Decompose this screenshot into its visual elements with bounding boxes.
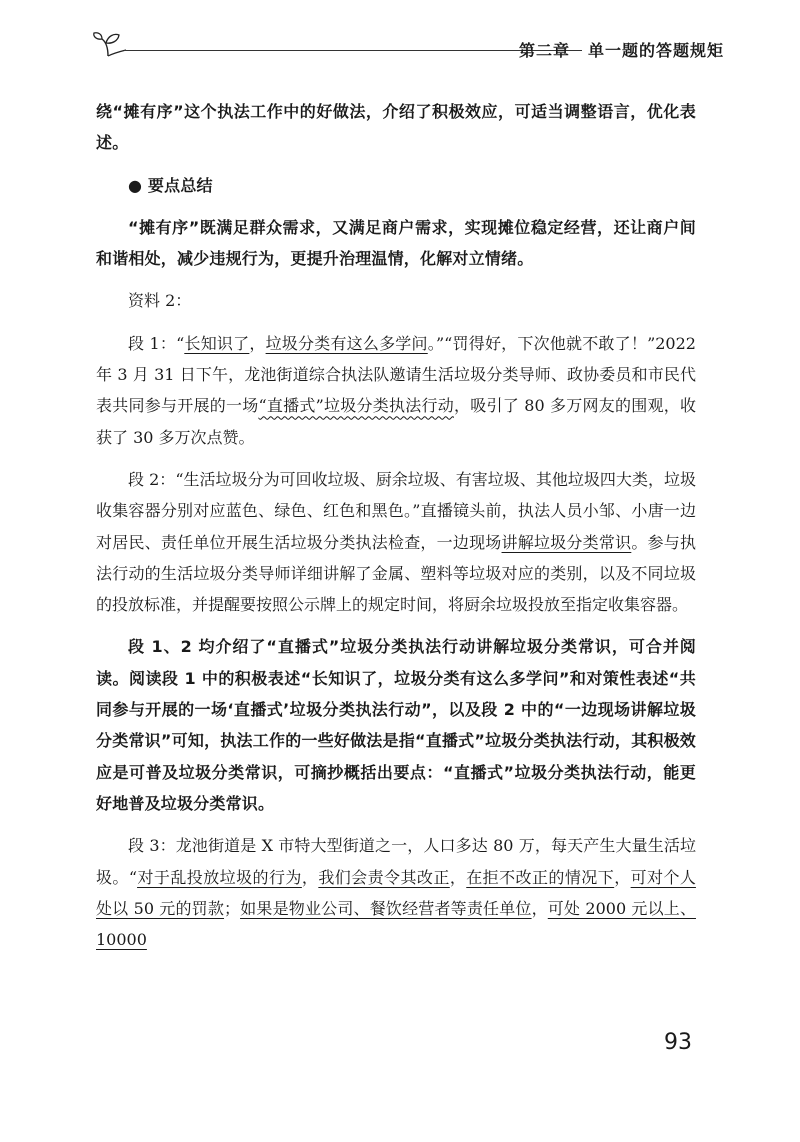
chapter-label: 第二章 — [518, 41, 570, 60]
chapter-title: 单一题的答题规矩 — [587, 41, 724, 60]
underlined-phrase: 垃圾分类有这么多学问 — [265, 333, 428, 353]
chapter-heading — [519, 38, 724, 61]
underlined-phrase: 讲解垃圾分类常识 — [501, 532, 632, 552]
wavy-underlined-phrase: “直播式”垃圾分类执法行动 — [258, 396, 454, 416]
underlined-phrase: 长知识了 — [184, 333, 250, 353]
material-label: 资料 2： — [128, 291, 192, 311]
paragraph-analysis-intro: 绕“摊有序”这个执法工作中的好做法，介绍了积极效应，可适当调整语言，优化表述。 — [96, 102, 696, 153]
underlined-phrase: 可对个人处以 50 元的罚款 — [96, 867, 696, 918]
paragraph-material-2: 段 2：“生活垃圾分为可回收垃圾、厨余垃圾、有害垃圾、其他垃圾四大类，垃圾收集容器分别对应蓝色、绿色、红色和黑色。”直播镜头前，执法人员小邹、小唐一边对居民、责任单位开展生活垃圾分类执法检查，一边现场讲解垃圾分类常识。参与执法行动的生活垃圾分类导师详细讲解了金属、塑料等垃圾对应的类别，以及不同垃圾的投放标准，并提醒要按照公示牌上的规定时间，将厨余垃圾投放至指定收集容器。 — [96, 469, 696, 615]
running-header — [92, 30, 724, 58]
underlined-phrase: 可处 2000 元以上、10000 — [96, 898, 696, 950]
paragraph-analysis-1-2: 段 1、2 均介绍了“直播式”垃圾分类执法行动讲解垃圾分类常识，可合并阅读。阅读段 1 中的积极表述“长知识了，垃圾分类有这么多学问”和对策性表述“共同参与开展的一场‘直播式’垃圾分类执法行动”，以及段 2 中的“一边现场讲解垃圾分类常识”可知，执法工作的一些好做法是指“直播式”垃圾分类执法行动，其积极效应是可普及垃圾分类常识，可摘抄概括出要点：“直播式”垃圾分类执法行动，能更好地普及垃圾分类常识。 — [96, 637, 696, 813]
header-rule — [124, 50, 582, 51]
paragraph-material-3: 段 3：龙池街道是 X 市特大型街道之一，人口多达 80 万，每天产生大量生活垃圾。“对于乱投放垃圾的行为，我们会责令其改正，在拒不改正的情况下，可对个人处以 50 元的罚款；如果是物业公司、餐饮经营者等责任单位，可处 2000 元以上、10000 — [96, 836, 696, 950]
underlined-phrase: 如果是物业公司、餐饮经营者等责任单位 — [240, 898, 532, 918]
underlined-phrase: 对于乱投放垃圾的行为 — [137, 867, 302, 887]
page-number: 93 — [664, 1030, 692, 1055]
section-heading-summary: ● 要点总结 — [128, 175, 213, 195]
paragraph-material-1: 段 1：“长知识了，垃圾分类有这么多学问。”“罚得好，下次他就不敢了！”2022 年 3 月 31 日下午，龙池街道综合执法队邀请生活垃圾分类导师、政协委员和市民代表共同参与开展的一场“直播式”垃圾分类执法行动，吸引了 80 多万网友的围观，收获了 30 多万次点赞。 — [96, 333, 696, 447]
underlined-phrase: 在拒不改正的情况下 — [466, 867, 615, 887]
sprout-icon — [92, 30, 128, 58]
underlined-phrase: 我们会责令其改正 — [318, 867, 450, 887]
page-body — [96, 96, 696, 955]
paragraph-summary: “摊有序”既满足群众需求，又满足商户需求，实现摊位稳定经营，还让商户间和谐相处，减少违规行为，更提升治理温情，化解对立情绪。 — [96, 217, 696, 269]
